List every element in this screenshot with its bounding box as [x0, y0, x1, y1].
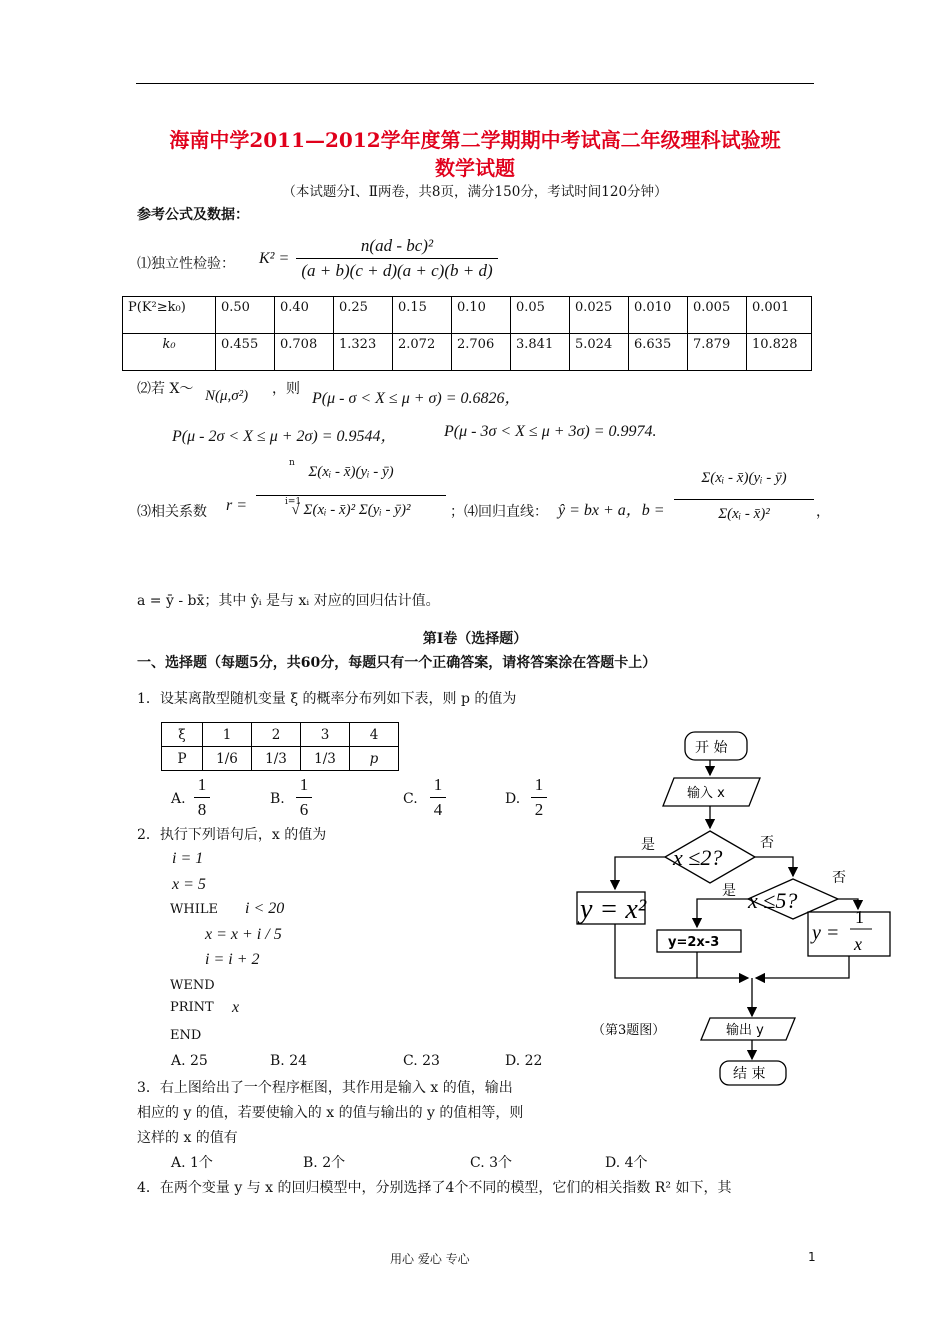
table-cell: 5.024: [570, 334, 629, 371]
fraction-bar: [296, 258, 498, 259]
code-line: x: [232, 999, 240, 1016]
table-cell: 0.010: [629, 297, 688, 334]
flow-arrow: [697, 899, 748, 927]
formula2-then: ，则: [272, 381, 300, 397]
header-rule: [136, 83, 814, 84]
option-b: B. 24: [270, 1053, 308, 1069]
sum-upper-limit: n: [289, 458, 295, 468]
formula1-lhs: K² =: [259, 250, 290, 267]
correlation-fraction: [256, 464, 446, 519]
table-cell: 0.001: [747, 297, 812, 334]
denominator: 8: [197, 800, 207, 819]
code-line: x = x + i / 5: [205, 926, 282, 943]
numerator: 1: [433, 775, 443, 794]
start-label: 开 始: [695, 740, 728, 756]
code-keyword: WEND: [170, 978, 215, 993]
table-cell: P: [162, 747, 203, 771]
reference-heading: 参考公式及数据：: [137, 207, 249, 223]
option-d: D. 22: [505, 1053, 543, 1069]
page-number: 1: [808, 1250, 816, 1264]
box3-numerator: 1: [855, 907, 864, 927]
table-row: [123, 334, 812, 371]
fraction-bar: [430, 797, 446, 798]
table-cell: 0.40: [275, 297, 334, 334]
table-cell: 10.828: [747, 334, 812, 371]
table-cell: 0.455: [216, 334, 275, 371]
fraction-bar: [194, 797, 210, 798]
question2-text: 2．执行下列语句后，x 的值为: [137, 827, 327, 843]
table-row: [162, 747, 399, 771]
table-cell: 2: [252, 723, 301, 747]
code-line: x = 5: [172, 876, 206, 893]
code-keyword: END: [170, 1028, 202, 1043]
formula4-label: ；⑷回归直线：: [450, 504, 548, 520]
table-cell: 1/6: [203, 747, 252, 771]
intercept-line: a = ȳ - bx̄；其中 ŷᵢ 是与 xᵢ 对应的回归估计值。: [137, 593, 440, 609]
formula4-comma: ，: [816, 504, 830, 520]
option-d-fraction: [531, 775, 547, 820]
no-label: 否: [832, 870, 846, 886]
flow-arrow: [615, 924, 748, 978]
exam-title-line1: 海南中学2011—2012学年度第二学期期中考试高二年级理科试验班: [169, 128, 781, 152]
footer-slogan: 用心 爱心 专心: [390, 1252, 470, 1266]
option-a-label: A.: [171, 791, 186, 807]
end-label: 结 束: [733, 1066, 766, 1082]
denominator: 4: [433, 800, 443, 819]
question1-text: 1．设某离散型随机变量 ξ 的概率分布列如下表，则 p 的值为: [137, 691, 517, 707]
formula2-label: ⑵若 X～: [137, 381, 194, 397]
table-cell: 0.15: [393, 297, 452, 334]
table-row: [123, 297, 812, 334]
table-cell: 0.10: [452, 297, 511, 334]
box3-denominator: x: [854, 934, 862, 954]
option-a-fraction: [194, 775, 210, 820]
exam-subtitle: （本试题分Ⅰ、Ⅱ两卷，共8页，满分150分，考试时间120分钟）: [282, 184, 668, 200]
numerator: 1: [534, 775, 544, 794]
slope-fraction: [674, 470, 814, 523]
figure-caption: （第3题图）: [592, 1023, 666, 1038]
fraction-bar: [674, 499, 814, 500]
table-cell: p: [350, 747, 399, 771]
regression-line: ŷ = bx + a，b =: [558, 502, 665, 519]
option-b: B. 2个: [303, 1155, 346, 1171]
section-instructions: 一、选择题（每题5分，共60分，每题只有一个正确答案，请将答案涂在答题卡上）: [137, 655, 657, 671]
fraction-bar: [296, 797, 312, 798]
table-cell: 4: [350, 723, 399, 747]
option-c: C. 23: [403, 1053, 440, 1069]
code-keyword: PRINT: [170, 1000, 214, 1015]
critical-value-table: [122, 296, 812, 371]
option-a: A. 1个: [171, 1155, 213, 1171]
yes-label: 是: [722, 883, 736, 899]
exam-title-line2: 数学试题: [435, 156, 515, 180]
table-cell: 3.841: [511, 334, 570, 371]
flow-arrow: [756, 956, 849, 978]
numerator: 1: [197, 775, 207, 794]
no-label: 否: [760, 835, 774, 851]
table-cell: 2.706: [452, 334, 511, 371]
option-d-label: D.: [505, 791, 521, 807]
table-cell: 7.879: [688, 334, 747, 371]
table-cell: 0.25: [334, 297, 393, 334]
question4-text: 4．在两个变量 y 与 x 的回归模型中，分别选择了4个不同的模型，它们的相关指数 R² 如下，其: [137, 1180, 732, 1196]
denominator: 2: [534, 800, 544, 819]
formula3-label: ⑶相关系数: [137, 504, 207, 520]
table-cell: 0.025: [570, 297, 629, 334]
condition2-label: x ≤5?: [748, 888, 798, 913]
flow-arrow: [615, 857, 665, 889]
table-cell: 1.323: [334, 334, 393, 371]
table-cell: 1/3: [301, 747, 350, 771]
code-line: i = i + 2: [205, 951, 260, 968]
input-label: 输入 x: [687, 786, 725, 801]
question3-line2: 相应的 y 的值，若要使输入的 x 的值与输出的 y 的值相等，则: [137, 1105, 524, 1121]
formula2-p2: P(μ - 2σ < X ≤ μ + 2σ) = 0.9544，: [172, 428, 397, 445]
table-cell: k₀: [123, 334, 216, 371]
denominator: 6: [299, 800, 309, 819]
code-keyword: WHILE: [170, 902, 218, 917]
table-cell: P(K²≥k₀): [123, 297, 216, 334]
formula1-label: ⑴独立性检验：: [137, 256, 235, 272]
fraction-bar: [531, 797, 547, 798]
section-heading: 第Ⅰ卷（选择题）: [422, 631, 528, 647]
table-cell: 1: [203, 723, 252, 747]
table-cell: 1/3: [252, 747, 301, 771]
table-cell: ξ: [162, 723, 203, 747]
formula2-p1: P(μ - σ < X ≤ μ + σ) = 0.6826，: [312, 390, 521, 407]
option-d: D. 4个: [605, 1155, 648, 1171]
b-numerator: Σ(xᵢ - x̄)(yᵢ - ȳ): [701, 470, 787, 486]
r-numerator: Σ(xᵢ - x̄)(yᵢ - ȳ): [308, 464, 394, 480]
output-label: 输出 y: [726, 1023, 764, 1038]
yes-label: 是: [641, 837, 655, 853]
table-cell: 0.50: [216, 297, 275, 334]
table-cell: 0.05: [511, 297, 570, 334]
option-b-fraction: [296, 775, 312, 820]
option-c-label: C.: [403, 791, 418, 807]
code-line: i = 1: [172, 850, 204, 867]
question3-line3: 这样的 x 的值有: [137, 1130, 238, 1146]
b-denominator: Σ(xᵢ - x̄)²: [718, 506, 770, 522]
code-line: i < 20: [245, 900, 285, 917]
table-row: [162, 723, 399, 747]
box3-lhs: y =: [812, 922, 840, 944]
condition1-label: x ≤2?: [673, 845, 723, 870]
option-c: C. 3个: [470, 1155, 513, 1171]
box2-label: y=2x-3: [668, 935, 720, 950]
table-cell: 6.635: [629, 334, 688, 371]
fraction-bar: [256, 495, 446, 496]
numerator: 1: [299, 775, 309, 794]
box1-label: y = x²: [580, 894, 647, 925]
formula1-numerator: n(ad - bc)²: [360, 236, 434, 255]
table-cell: 2.072: [393, 334, 452, 371]
formula3-r: r =: [226, 497, 248, 514]
formula2-distribution: N(μ,σ²): [205, 388, 249, 404]
option-b-label: B.: [270, 791, 285, 807]
option-c-fraction: [430, 775, 446, 820]
flowchart: [570, 725, 900, 1095]
table-cell: 0.708: [275, 334, 334, 371]
question3-line1: 3．右上图给出了一个程序框图，其作用是输入 x 的值，输出: [137, 1080, 513, 1096]
formula1-fraction: [296, 236, 498, 281]
flow-arrow: [755, 857, 793, 876]
formula1-denominator: (a + b)(c + d)(a + c)(b + d): [301, 261, 493, 280]
probability-table: [161, 722, 399, 771]
r-denominator: √ Σ(xᵢ - x̄)² Σ(yᵢ - ȳ)²: [291, 502, 411, 518]
table-cell: 0.005: [688, 297, 747, 334]
formula2-p3: P(μ - 3σ < X ≤ μ + 3σ) = 0.9974.: [444, 423, 657, 440]
sum-lower-limit: i=1: [285, 497, 302, 507]
option-a: A. 25: [171, 1053, 208, 1069]
table-cell: 3: [301, 723, 350, 747]
